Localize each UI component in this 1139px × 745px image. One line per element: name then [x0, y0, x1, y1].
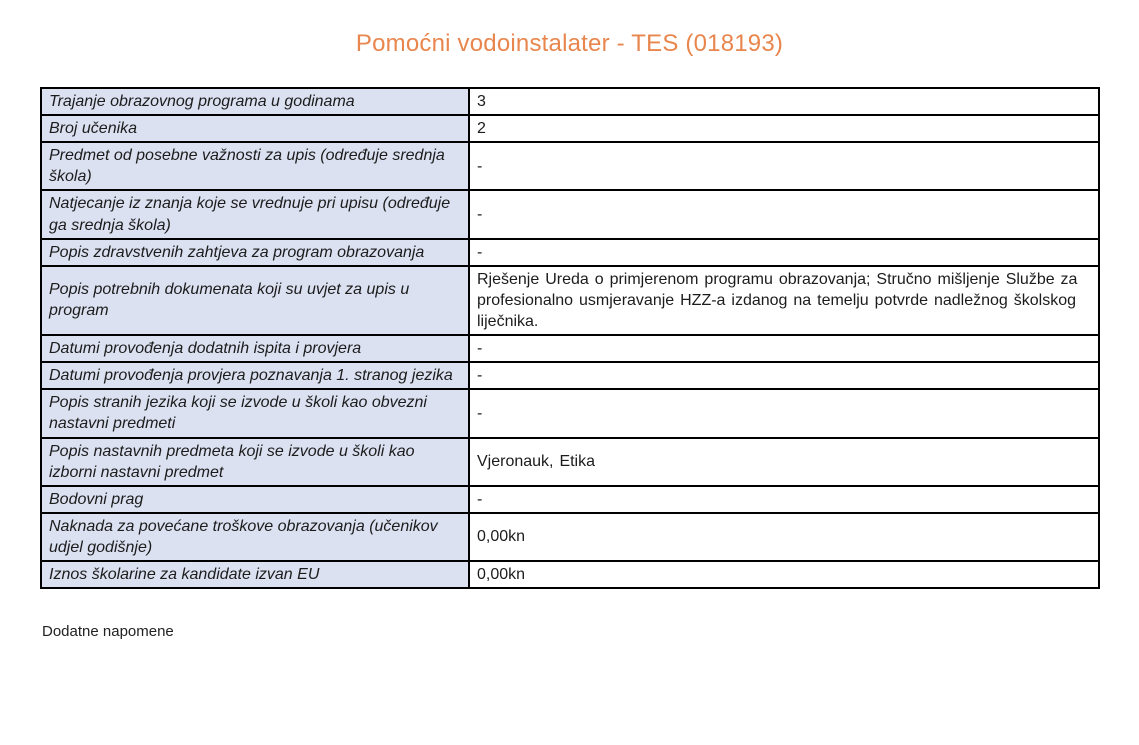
table-row	[41, 389, 1099, 437]
table-row	[41, 513, 1099, 561]
row-value-cell: -	[469, 142, 1099, 190]
table-row	[41, 88, 1099, 115]
table-row	[41, 115, 1099, 142]
additional-notes-label: Dodatne napomene	[42, 623, 174, 641]
row-label-cell: Trajanje obrazovnog programa u godinama	[41, 88, 469, 115]
row-label-cell: Popis zdravstvenih zahtjeva za program obrazovanja	[41, 239, 469, 266]
row-label-cell: Bodovni prag	[41, 486, 469, 513]
table-row	[41, 335, 1099, 362]
row-value-cell: -	[469, 239, 1099, 266]
table-row	[41, 561, 1099, 588]
program-details-table	[40, 87, 1100, 589]
row-label-cell: Naknada za povećane troškove obrazovanja (učenikov udjel godišnje)	[41, 513, 469, 561]
table-row	[41, 239, 1099, 266]
row-value-cell: 2	[469, 115, 1099, 142]
row-label-cell: Popis nastavnih predmeta koji se izvode u školi kao izborni nastavni predmet	[41, 438, 469, 486]
row-value-cell: -	[469, 335, 1099, 362]
row-label-cell: Datumi provođenja provjera poznavanja 1. stranog jezika	[41, 362, 469, 389]
row-label-cell: Datumi provođenja dodatnih ispita i provjera	[41, 335, 469, 362]
row-label-cell: Popis potrebnih dokumenata koji su uvjet za upis u program	[41, 266, 469, 335]
program-details-table-body	[41, 88, 1099, 588]
row-value-cell: Rješenje Ureda o primjerenom programu obrazovanja; Stručno mišljenje Službe za profesionalno usmjeravanje HZZ-a izdanog na temelju potvrde nadležnog školskog liječnika.	[469, 266, 1099, 335]
row-value-cell: -	[469, 190, 1099, 238]
row-value-cell: Vjeronauk, Etika	[469, 438, 1099, 486]
row-value-cell: 0,00kn	[469, 513, 1099, 561]
row-label-cell: Natjecanje iz znanja koje se vrednuje pri upisu (određuje ga srednja škola)	[41, 190, 469, 238]
table-row	[41, 362, 1099, 389]
table-row	[41, 266, 1099, 335]
row-label-cell: Broj učenika	[41, 115, 469, 142]
table-row	[41, 438, 1099, 486]
row-label-cell: Iznos školarine za kandidate izvan EU	[41, 561, 469, 588]
row-label-cell: Predmet od posebne važnosti za upis (određuje srednja škola)	[41, 142, 469, 190]
row-value-cell: -	[469, 486, 1099, 513]
row-value-cell: -	[469, 389, 1099, 437]
table-row	[41, 486, 1099, 513]
page-title: Pomoćni vodoinstalater - TES (018193)	[355, 30, 784, 57]
row-value-cell: 0,00kn	[469, 561, 1099, 588]
row-label-cell: Popis stranih jezika koji se izvode u školi kao obvezni nastavni predmeti	[41, 389, 469, 437]
row-value-cell: -	[469, 362, 1099, 389]
table-row	[41, 190, 1099, 238]
table-row	[41, 142, 1099, 190]
row-value-cell: 3	[469, 88, 1099, 115]
